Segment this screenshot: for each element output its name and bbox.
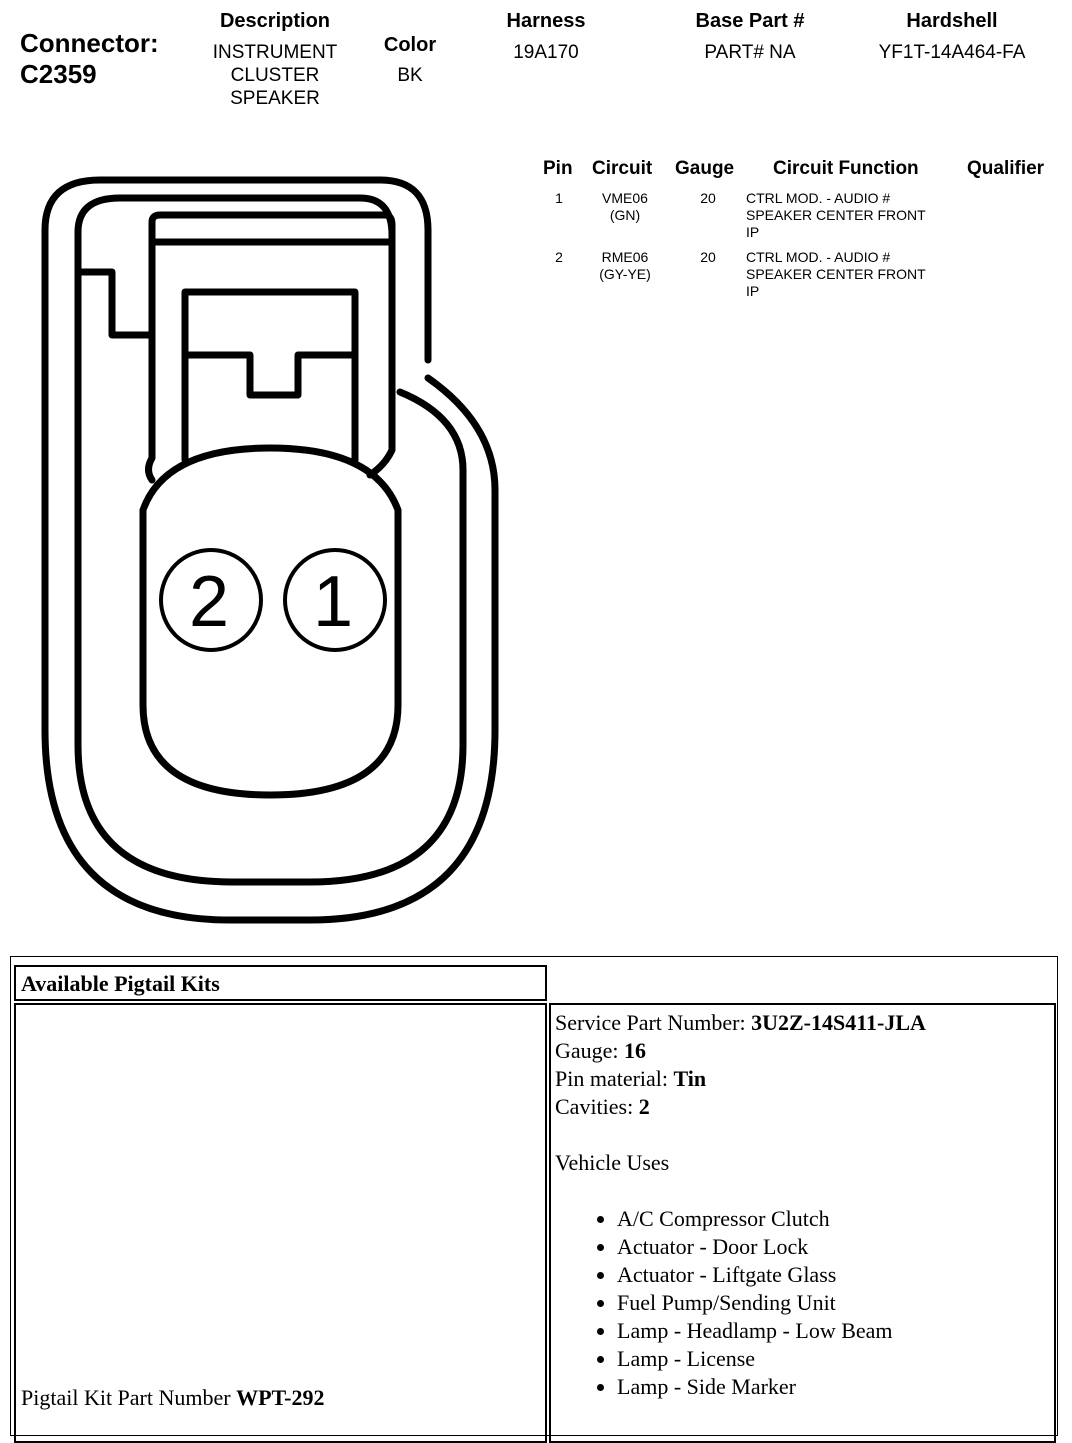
qualifier-column-header: Qualifier xyxy=(967,158,1045,179)
connector-label: Connector: xyxy=(20,28,159,58)
color-header: Color xyxy=(383,34,437,56)
latch-inner xyxy=(149,222,153,480)
base-part-value: PART# NA xyxy=(704,42,796,63)
harness-value: 19A170 xyxy=(513,42,579,63)
kit-part-label: Pigtail Kit Part Number xyxy=(21,1385,237,1410)
function-cell xyxy=(746,190,966,241)
terminal-window xyxy=(185,292,355,460)
latch-bracket xyxy=(78,272,152,335)
circuit-name: RME06 xyxy=(601,249,649,265)
vehicle-uses-heading: Vehicle Uses xyxy=(555,1150,670,1175)
function-cell xyxy=(746,249,966,300)
wire-color: (GN) xyxy=(609,207,641,223)
function-line: CTRL MOD. - AUDIO # xyxy=(746,190,891,206)
list-item: • Lamp - Headlamp - Low Beam xyxy=(617,1317,1050,1345)
gauge-label: Gauge: xyxy=(555,1038,625,1063)
connector-inner-shell xyxy=(78,272,463,882)
description-line: INSTRUMENT xyxy=(212,42,338,63)
list-item: • Actuator - Door Lock xyxy=(617,1233,1050,1261)
harness-header: Harness xyxy=(506,10,586,32)
description-value xyxy=(195,41,355,110)
service-part-number xyxy=(555,1009,1050,1037)
wire-color: (GY-YE) xyxy=(599,266,651,282)
terminal-tab xyxy=(185,355,355,395)
pigtail-kit-image-cell xyxy=(14,1003,547,1443)
gauge-cell: 20 xyxy=(700,190,716,206)
circuit-cell xyxy=(580,190,670,224)
function-line: SPEAKER CENTER FRONT xyxy=(746,207,926,223)
list-item: • Fuel Pump/Sending Unit xyxy=(617,1289,1050,1317)
service-part-label: Service Part Number: xyxy=(555,1010,752,1035)
connector-face-diagram xyxy=(0,160,520,930)
function-column-header: Circuit Function xyxy=(773,158,919,179)
service-part-value: 3U2Z-14S411-JLA xyxy=(751,1010,926,1035)
function-line: IP xyxy=(746,224,760,240)
pin-column-header: Pin xyxy=(543,158,573,179)
gauge-value: 16 xyxy=(624,1038,647,1063)
connector-heading xyxy=(20,28,159,90)
cavities-label: Cavities: xyxy=(555,1094,639,1119)
circuit-name: VME06 xyxy=(602,190,648,206)
pigtail-kit-details xyxy=(549,1003,1056,1443)
vehicle-uses-list xyxy=(555,1205,1050,1401)
pigtail-kit-part-number xyxy=(21,1385,325,1411)
circuit-cell xyxy=(580,249,670,283)
list-item: • Actuator - Liftgate Glass xyxy=(617,1261,1050,1289)
gauge-info xyxy=(555,1037,1050,1065)
function-line: SPEAKER CENTER FRONT xyxy=(746,266,926,282)
list-item: • A/C Compressor Clutch xyxy=(617,1205,1050,1233)
description-header: Description xyxy=(219,10,331,32)
description-line: CLUSTER xyxy=(230,65,320,86)
gauge-cell: 20 xyxy=(700,249,716,265)
color-value: BK xyxy=(397,65,423,86)
gauge-column-header: Gauge xyxy=(675,158,735,179)
cavities-info xyxy=(555,1093,1050,1121)
pin-material-label: Pin material: xyxy=(555,1066,674,1091)
pin-material-info xyxy=(555,1065,1050,1093)
connector-inner-top xyxy=(78,198,392,272)
pin-material-value: Tin xyxy=(673,1066,707,1091)
pin-2-label: 2 xyxy=(188,562,230,642)
pigtail-kits-title: Available Pigtail Kits xyxy=(14,965,547,1001)
pin-number: 1 xyxy=(555,190,563,206)
cavity-body xyxy=(143,448,398,795)
pin-1-label: 1 xyxy=(312,562,354,642)
kit-part-value: WPT-292 xyxy=(236,1385,325,1410)
connector-id: C2359 xyxy=(20,59,97,89)
function-line: CTRL MOD. - AUDIO # xyxy=(746,249,891,265)
pin-number: 2 xyxy=(555,249,563,265)
function-line: IP xyxy=(746,283,760,299)
hardshell-value: YF1T-14A464-FA xyxy=(878,42,1026,63)
cavities-value: 2 xyxy=(638,1094,650,1119)
connector-outer-shell xyxy=(45,275,495,920)
hardshell-header: Hardshell xyxy=(906,10,998,32)
description-line: SPEAKER xyxy=(230,88,320,109)
list-item: • Lamp - Side Marker xyxy=(617,1373,1050,1401)
circuit-column-header: Circuit xyxy=(592,158,653,179)
list-item: • Lamp - License xyxy=(617,1345,1050,1373)
base-part-header: Base Part # xyxy=(695,10,805,32)
